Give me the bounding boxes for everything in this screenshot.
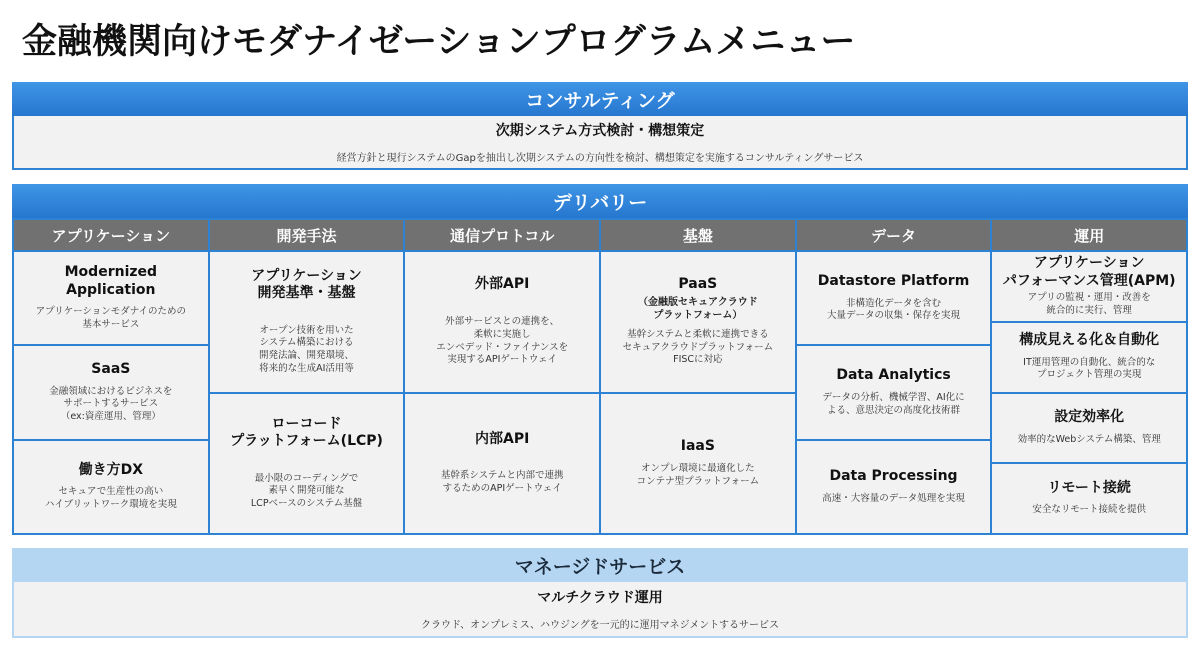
consulting-section	[12, 82, 1188, 170]
cell-title: Modernized Application	[64, 264, 158, 298]
managed-desc: クラウド、オンプレミス、ハウジングを一元的に運用マネジメントするサービス	[421, 620, 779, 631]
column-header: 開発手法	[210, 220, 404, 250]
cell-title: 外部API	[475, 276, 530, 293]
cell-title: アプリケーション パフォーマンス管理(APM)	[1002, 255, 1176, 289]
cell-internal-api	[405, 394, 599, 534]
cell-apm	[992, 252, 1186, 321]
consulting-desc: 経営方針と現行システムのGapを抽出し次期システムの方向性を検討、構想策定を実施するコンサルティングサービス	[336, 153, 864, 164]
column-application	[14, 220, 208, 533]
cell-subtitle: （金融版セキュアクラウド プラットフォーム）	[638, 296, 758, 321]
cell-modernized-application	[14, 252, 208, 344]
cell-title: ローコード プラットフォーム(LCP)	[230, 415, 383, 450]
cell-paas	[601, 252, 795, 392]
column-development	[210, 220, 404, 533]
cell-iaas	[601, 394, 795, 534]
delivery-columns	[14, 220, 1186, 533]
cell-saas	[14, 346, 208, 438]
cell-title: SaaS	[91, 361, 131, 378]
delivery-section	[12, 184, 1188, 535]
column-infrastructure	[601, 220, 795, 533]
cell-desc: IT運用管理の自動化、統合的な プロジェクト管理の実現	[1023, 356, 1156, 381]
consulting-body	[12, 116, 1188, 170]
column-header: アプリケーション	[14, 220, 208, 250]
delivery-header: デリバリー	[12, 184, 1188, 218]
managed-header: マネージドサービス	[12, 548, 1188, 582]
page-title: 金融機関向けモダナイゼーションプログラムメニュー	[22, 22, 856, 62]
column-protocol	[405, 220, 599, 533]
cell-desc: 効率的なWebシステム構築、管理	[1017, 433, 1161, 445]
consulting-header: コンサルティング	[12, 82, 1188, 116]
cell-desc: セキュアで生産性の高い ハイブリットワーク環境を実現	[44, 486, 177, 511]
cell-title: Data Processing	[829, 468, 958, 485]
cell-title: アプリケーション 開発基準・基盤	[251, 267, 362, 302]
cell-desc: 安全なリモート接続を提供	[1032, 504, 1146, 516]
cell-external-api	[405, 252, 599, 392]
cell-data-processing	[797, 441, 991, 533]
cell-desc: 基幹システムと柔軟に連携できる セキュアクラウドプラットフォーム FISCに対応	[622, 328, 774, 366]
cell-desc: データの分析、機械学習、AI化に よる、意思決定の高度化技術群	[822, 391, 965, 416]
cell-title: IaaS	[680, 438, 715, 455]
cell-title: リモート接続	[1047, 479, 1131, 496]
cell-title: 設定効率化	[1054, 409, 1125, 426]
managed-title: マルチクラウド運用	[537, 590, 663, 606]
cell-datastore-platform	[797, 252, 991, 344]
cell-workstyle-dx	[14, 441, 208, 533]
cell-app-dev-standard	[210, 252, 404, 392]
managed-section	[12, 548, 1188, 638]
cell-title: 働き方DX	[78, 461, 144, 478]
cell-desc: オンプレ環境に最適化した コンテナ型プラットフォーム	[636, 462, 760, 487]
column-header: 基盤	[601, 220, 795, 250]
cell-title: 内部API	[475, 430, 530, 447]
cell-desc: 高速・大容量のデータ処理を実現	[822, 492, 965, 504]
cell-title: Datastore Platform	[817, 273, 970, 290]
cell-desc: 外部サービスとの連携を、 柔軟に実施し エンベデッド・ファイナンスを 実現するAPIゲートウェイ	[436, 315, 569, 366]
managed-body	[12, 582, 1188, 638]
cell-desc: オープン技術を用いた システム構築における 開発法論、開発環境、 将来的な生成AI活用等	[259, 324, 355, 375]
cell-config-visualization	[992, 323, 1186, 392]
cell-desc: 金融領域におけるビジネスを サポートするサービス （ex:資産運用、管理）	[49, 385, 173, 423]
cell-desc: 非構造化データを含む 大量データの収集・保存を実現	[827, 297, 961, 322]
cell-lowcode-platform	[210, 394, 404, 534]
column-data	[797, 220, 991, 533]
cell-remote-connection	[992, 464, 1186, 533]
cell-desc: 基幹系システムと内部で連携 するためのAPIゲートウェイ	[440, 470, 564, 494]
column-header: 運用	[992, 220, 1186, 250]
consulting-title: 次期システム方式検討・構想策定	[495, 123, 705, 139]
cell-title: Data Analytics	[836, 367, 951, 384]
column-header: データ	[797, 220, 991, 250]
cell-desc: アプリケーションモダナイのための 基本サービス	[35, 306, 187, 331]
cell-title: PaaS	[678, 276, 718, 293]
cell-desc: アプリの監視・運用・改善を 統合的に実行、管理	[1027, 292, 1151, 316]
cell-title: 構成見える化＆自動化	[1019, 332, 1160, 349]
column-header: 通信プロトコル	[405, 220, 599, 250]
column-operations	[992, 220, 1186, 533]
cell-data-analytics	[797, 346, 991, 438]
cell-desc: 最小限のコーディングで 素早く開発可能な LCPベースのシステム基盤	[250, 472, 363, 510]
cell-config-efficiency	[992, 394, 1186, 463]
